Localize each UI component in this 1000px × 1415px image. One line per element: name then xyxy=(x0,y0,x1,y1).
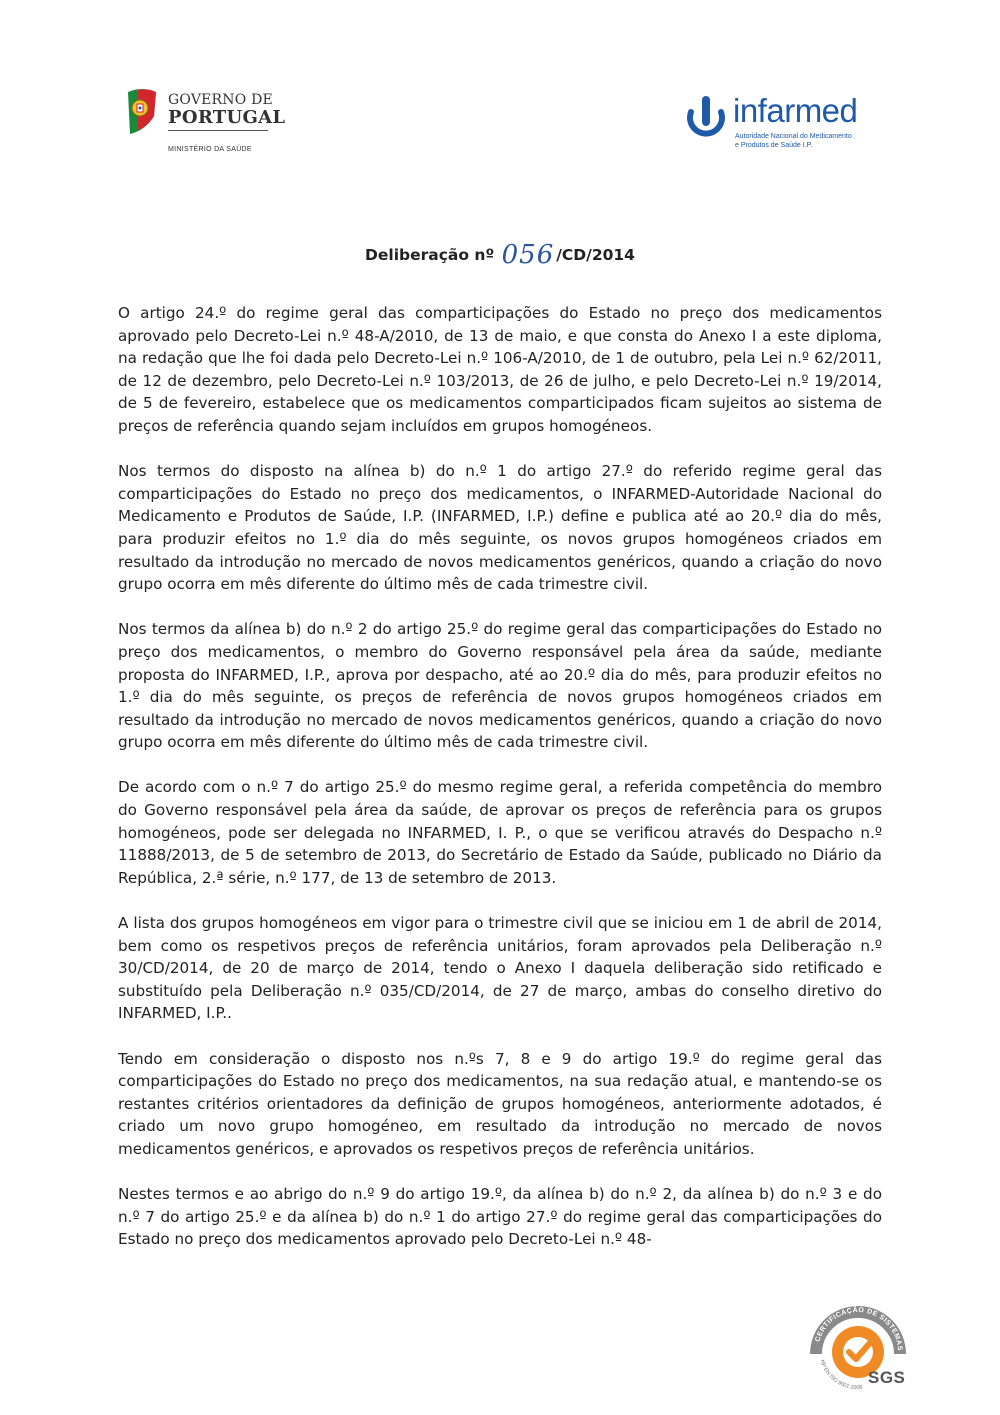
gov-line-1: GOVERNO DE xyxy=(168,92,273,108)
governo-de-portugal-logo xyxy=(122,84,286,164)
title-suffix: /CD/2014 xyxy=(556,246,635,264)
sgs-certification-seal xyxy=(806,1300,910,1392)
infarmed-wordmark: infarmed xyxy=(733,92,858,129)
paragraph: De acordo com o n.º 7 do artigo 25.º do mesmo regime geral, a referida competência do membro do Governo responsável pela área da saúde, de aprovar os preços de referência para os grupos homogéneos, pode ser delegada no INFARMED, I. P., o que se verificou através do Despacho n.º 11888/2013, de 5 de setembro de 2013, do Secretário de Estado da Saúde, publicado no Diário da República, 2.ª série, n.º 177, de 13 de setembro de 2013. xyxy=(118,778,882,887)
document-title xyxy=(0,240,1000,270)
document-body xyxy=(118,302,882,1274)
infarmed-logo-icon xyxy=(685,94,727,140)
paragraph: A lista dos grupos homogéneos em vigor para o trimestre civil que se iniciou em 1 de abril de 2014, bem como os respetivos preços de referência unitários, foram aprovados pela Deliberação n.º 30/CD/2014, de 20 de março de 2014, tendo o Anexo I daquela deliberação sido retificado e substituído pela Deliberação n.º 035/CD/2014, de 27 de março, ambas do conselho diretivo do INFARMED, I.P.. xyxy=(118,914,882,1023)
ministry-name: MINISTÉRIO DA SAÚDE xyxy=(168,146,252,153)
paragraph: Nos termos da alínea b) do n.º 2 do artigo 25.º do regime geral das comparticipações do Estado no preço dos medicamentos, o membro do Governo responsável pela área da saúde, mediante proposta do INFARMED, I.P., aprova por despacho, até ao 20.º dia do mês, para produzir efeitos no 1.º dia do mês seguinte, os preços de referência de novos grupos homogéneos criados em resultado da introdução no mercado de novos medicamentos genéricos, quando a criação do novo grupo ocorra em mês diferente do último mês de cada trimestre civil. xyxy=(118,620,882,752)
gov-line-2: PORTUGAL xyxy=(168,107,286,128)
infarmed-subtitle-line-2: e Produtos de Saúde I.P. xyxy=(735,142,813,149)
seal-ring-text: CERTIFICAÇÃO DE SISTEMAS xyxy=(814,1306,904,1352)
seal-standard-text: NP EN ISO 9001:2008 xyxy=(818,1359,863,1392)
infarmed-subtitle xyxy=(735,132,885,150)
paragraph: O artigo 24.º do regime geral das comparticipações do Estado no preço dos medicamentos aprovado pelo Decreto-Lei n.º 48-A/2010, de 13 de maio, e que consta do Anexo I a este diploma, na redação que lhe foi dada pelo Decreto-Lei n.º 106-A/2010, de 1 de outubro, pela Lei n.º 62/2011, de 12 de dezembro, pelo Decreto-Lei n.º 103/2013, de 26 de julho, e pelo Decreto-Lei n.º 19/2014, de 5 de fevereiro, estabelece que os medicamentos comparticipados ficam sujeitos ao sistema de preços de referência quando sejam incluídos em grupos homogéneos. xyxy=(118,304,882,435)
title-handwritten-number: 056 xyxy=(501,240,555,270)
infarmed-logo xyxy=(685,94,885,160)
paragraph: Nos termos do disposto na alínea b) do n.º 1 do artigo 27.º do referido regime geral das comparticipações do Estado no preço dos medicamentos, o INFARMED-Autoridade Nacional do Medicamento e Produtos de Saúde, I.P. (INFARMED, I.P.) define e publica até ao 20.º dia do mês, para produzir efeitos no 1.º dia do mês seguinte, os novos grupos homogéneos criados em resultado da introdução no mercado de novos medicamentos genéricos, quando a criação do novo grupo ocorra em mês diferente do último mês de cada trimestre civil. xyxy=(118,462,882,594)
paragraph: Tendo em consideração o disposto nos n.ºs 7, 8 e 9 do artigo 19.º do regime geral das comparticipações do Estado no preço dos medicamentos, na sua redação atual, e mantendo-se os restantes critérios orientadores da definição de grupos homogéneos, anteriormente adotados, é criado um novo grupo homogéneo, em resultado da introdução no mercado de novos medicamentos genéricos, e aprovados os respetivos preços de referência unitários. xyxy=(118,1049,882,1158)
portugal-emblem-icon xyxy=(124,86,160,136)
infarmed-subtitle-line-1: Autoridade Nacional do Medicamento xyxy=(735,133,852,140)
gov-divider xyxy=(168,130,268,131)
title-prefix: Deliberação nº xyxy=(365,246,495,264)
gov-name xyxy=(168,92,285,126)
sgs-label: SGS xyxy=(868,1368,906,1387)
paragraph: Nestes termos e ao abrigo do n.º 9 do artigo 19.º, da alínea b) do n.º 2, da alínea b) do n.º 3 e do n.º 7 do artigo 25.º e da alínea b) do n.º 1 do artigo 27.º do regime geral das comparticipações do Estado no preço dos medicamentos aprovado pelo Decreto-Lei n.º 48- xyxy=(118,1185,882,1249)
